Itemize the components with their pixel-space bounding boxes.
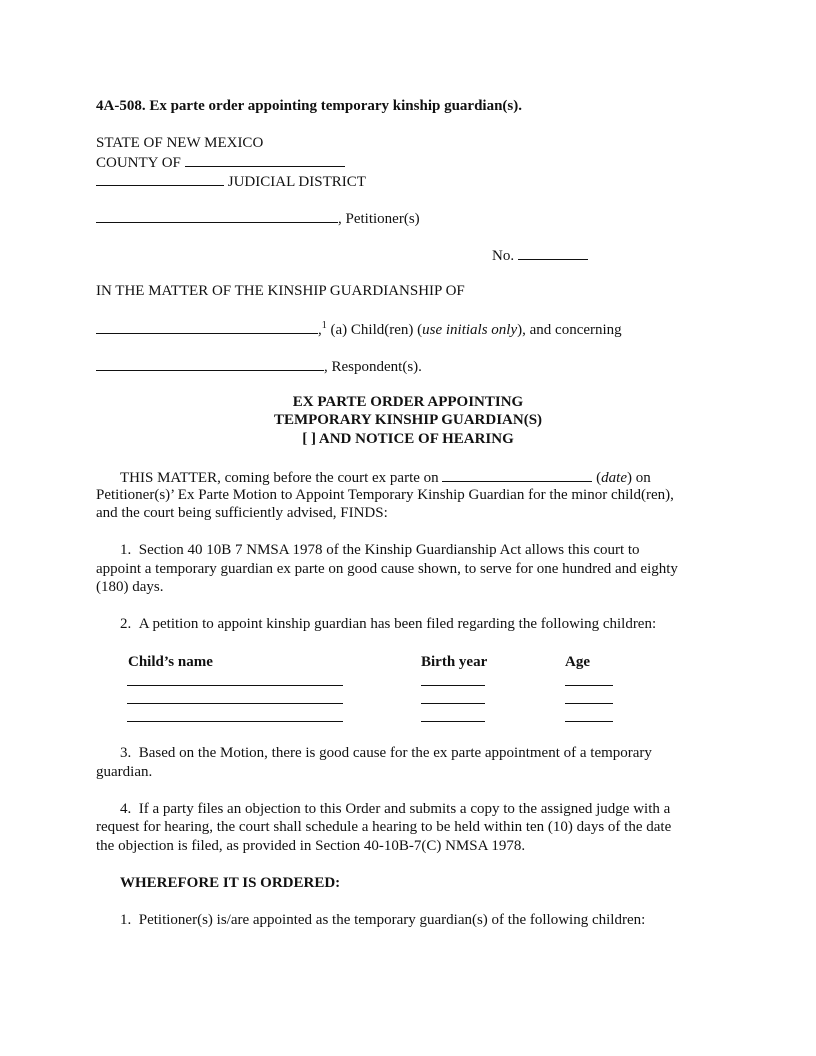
finding-4-text: If a party files an objection to this Order and submits a copy to the assigned judge with a [138, 801, 671, 817]
finding-1-line-3: (180) days. [96, 579, 164, 595]
child-label-italic: use initials only [422, 322, 518, 338]
finding-4-line-3: the objection is filed, as provided in Section 40-10B-7(C) NMSA 1978. [96, 838, 526, 854]
heading-line-3: [ ] AND NOTICE OF HEARING [302, 431, 514, 447]
case-number-blank[interactable] [518, 245, 588, 260]
petitioner-label: , Petitioner(s) [338, 211, 420, 227]
form-title: 4A-508. Ex parte order appointing temporary kinship guardian(s). [96, 98, 523, 114]
finding-2-text: A petition to appoint kinship guardian has been filed regarding the following children: [138, 616, 657, 632]
finding-1-number: 1. [120, 542, 132, 558]
finding-3-text: Based on the Motion, there is good cause for the ex parte appointment of a temporary [138, 745, 652, 761]
child-name-blank-1[interactable] [127, 685, 343, 686]
county-line [96, 152, 345, 172]
heading-line-1: EX PARTE ORDER APPOINTING [292, 394, 524, 410]
finding-3-line-2: guardian. [96, 764, 153, 780]
district-label: JUDICIAL DISTRICT [227, 174, 366, 190]
matter-line: IN THE MATTER OF THE KINSHIP GUARDIANSHIP OF [96, 283, 465, 299]
child-initials-blank[interactable] [96, 319, 318, 334]
order-1-number: 1. [120, 912, 132, 928]
petitioner-line [96, 208, 420, 228]
order-1-line-1 [120, 911, 645, 929]
county-blank[interactable] [185, 152, 345, 167]
finding-1-line-1 [120, 541, 640, 559]
finding-4-line-1 [120, 800, 670, 818]
age-blank-1[interactable] [565, 685, 613, 686]
child-label-b: ), and concerning [517, 322, 622, 338]
finding-2-number: 2. [120, 616, 132, 632]
ordered-heading: WHEREFORE IT IS ORDERED: [120, 875, 341, 891]
intro-line-3: and the court being sufficiently advised, FINDS: [96, 505, 388, 521]
finding-4-line-2: request for hearing, the court shall schedule a hearing to be held within ten (10) days of the date [96, 819, 672, 835]
state-line: STATE OF NEW MEXICO [96, 135, 264, 151]
intro-text-b: on [635, 470, 651, 486]
column-header-age: Age [565, 654, 590, 670]
column-header-child-name: Child’s name [128, 654, 213, 670]
district-line [96, 171, 366, 191]
child-name-blank-3[interactable] [127, 721, 343, 722]
finding-3-number: 3. [120, 745, 132, 761]
order-1-text: Petitioner(s) is/are appointed as the temporary guardian(s) of the following children: [138, 912, 646, 928]
finding-1-line-2: appoint a temporary guardian ex parte on good cause shown, to serve for one hundred and eighty [96, 561, 678, 577]
child-name-blank-2[interactable] [127, 703, 343, 704]
finding-1-text: Section 40 10B 7 NMSA 1978 of the Kinship Guardianship Act allows this court to [138, 542, 640, 558]
district-blank[interactable] [96, 171, 224, 186]
intro-text-a: THIS MATTER, coming before the court ex parte on [120, 470, 439, 486]
respondent-line [96, 356, 422, 376]
case-number-line [492, 245, 588, 265]
birth-year-blank-2[interactable] [421, 703, 485, 704]
finding-2-line-1 [120, 615, 656, 633]
age-blank-2[interactable] [565, 703, 613, 704]
respondent-blank[interactable] [96, 356, 324, 371]
case-number-label: No. [492, 248, 515, 264]
finding-3-line-1 [120, 744, 652, 762]
age-blank-3[interactable] [565, 721, 613, 722]
footnote-mark: 1 [321, 320, 327, 331]
intro-line-2: Petitioner(s)’ Ex Parte Motion to Appoint Temporary Kinship Guardian for the minor child(ren), [96, 487, 674, 503]
county-label: COUNTY OF [96, 155, 181, 171]
column-header-birth-year: Birth year [421, 654, 488, 670]
date-label: date [601, 470, 627, 486]
intro-line-1: THIS MATTER, coming before the court ex parte on (date) on [120, 467, 651, 487]
heading-line-2: TEMPORARY KINSHIP GUARDIAN(S) [273, 412, 543, 428]
child-label-a: (a) Child(ren) ( [326, 322, 423, 338]
birth-year-blank-1[interactable] [421, 685, 485, 686]
date-blank[interactable] [442, 467, 592, 482]
finding-4-number: 4. [120, 801, 132, 817]
birth-year-blank-3[interactable] [421, 721, 485, 722]
petitioner-blank[interactable] [96, 208, 338, 223]
respondent-label: , Respondent(s). [324, 359, 422, 375]
child-line: ,$^1$ (a) Child(ren) (use initials only), and concerning [96, 319, 622, 339]
